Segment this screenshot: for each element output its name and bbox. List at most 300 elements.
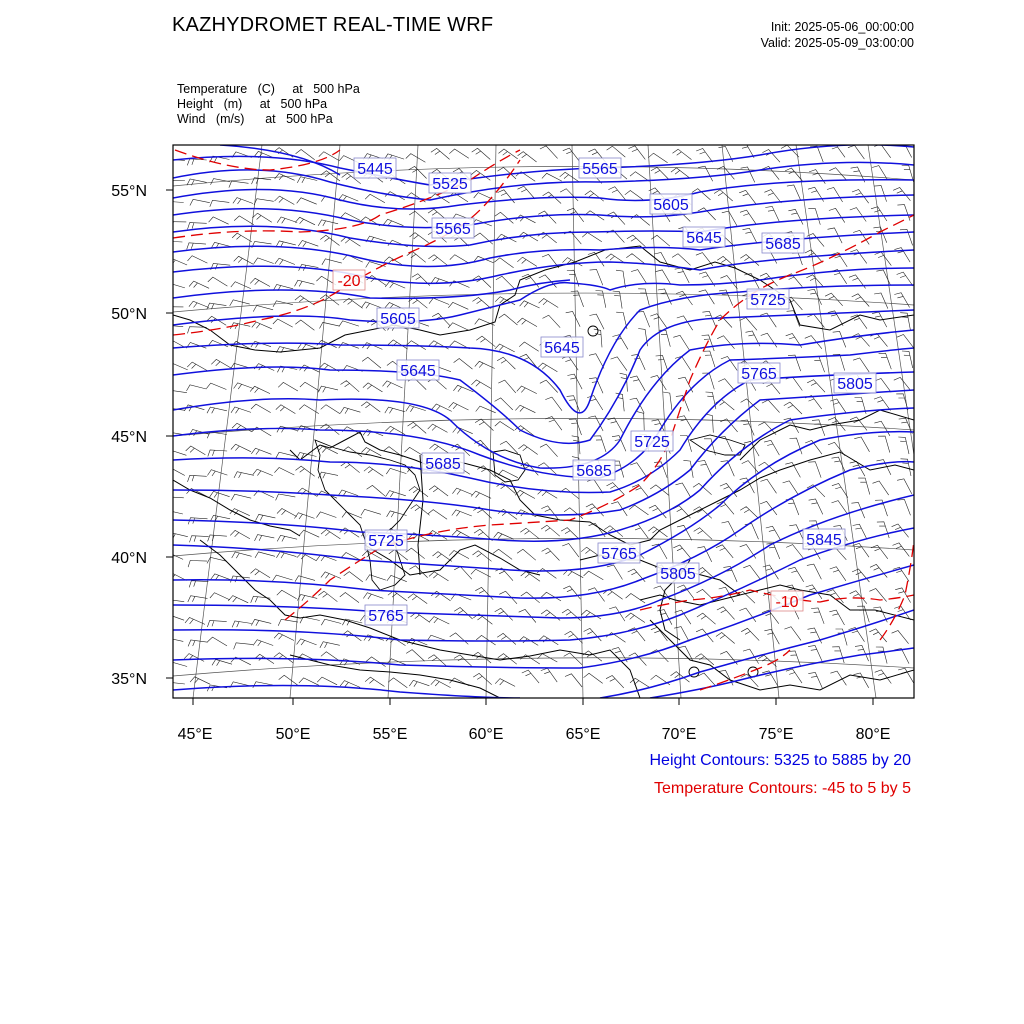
wind-barb	[656, 356, 669, 372]
wind-barb	[897, 205, 910, 221]
wind-barb	[363, 383, 383, 392]
height-label	[834, 373, 876, 393]
wind-barb	[515, 405, 535, 413]
wind-barb	[411, 505, 430, 516]
wind-barb	[473, 673, 492, 684]
wind-barb	[362, 302, 382, 308]
wind-barb	[562, 356, 578, 370]
wind-barb	[318, 472, 338, 478]
wind-barb	[251, 596, 271, 603]
wind-barb	[540, 380, 558, 392]
wind-barb	[454, 359, 473, 370]
wind-barb	[873, 481, 889, 495]
wind-barb	[498, 380, 516, 393]
wind-barb	[256, 514, 276, 520]
wind-barb	[448, 323, 468, 330]
wind-barb	[563, 148, 580, 162]
wind-barb	[616, 393, 625, 411]
height-label	[598, 543, 640, 563]
wind-barb	[409, 211, 428, 222]
height-label	[365, 530, 407, 550]
wind-barb	[388, 678, 407, 688]
longitude-gridlines	[193, 145, 950, 698]
wind-barb	[741, 628, 759, 640]
wind-barb	[321, 530, 340, 539]
height-label	[573, 460, 615, 480]
wind-barb	[208, 450, 227, 457]
wind-barb	[740, 507, 758, 519]
wind-barb	[252, 322, 272, 329]
wind-barb	[453, 427, 473, 434]
wind-barb	[210, 200, 230, 207]
wind-barb	[655, 270, 671, 285]
svg-text:5845: 5845	[806, 532, 842, 549]
wind-barb	[672, 254, 690, 266]
wind-barb	[165, 497, 184, 504]
wind-barb	[517, 318, 537, 327]
wind-barb	[190, 536, 209, 543]
wind-barb	[631, 270, 647, 284]
wind-barb	[208, 277, 228, 286]
wind-barb	[608, 418, 623, 433]
wind-barb	[898, 437, 909, 454]
wind-barb	[449, 403, 469, 411]
wind-barb	[515, 490, 535, 498]
wind-barb	[410, 233, 429, 243]
latitude-labels	[111, 183, 147, 688]
wind-barb	[678, 646, 693, 661]
wind-barb	[694, 528, 712, 540]
wind-barb	[279, 675, 298, 685]
wind-barb	[231, 494, 251, 500]
wind-barb	[632, 485, 649, 498]
wind-barb	[696, 149, 713, 163]
wind-barb	[251, 448, 271, 454]
wind-barb	[698, 460, 712, 476]
wind-barb	[344, 572, 363, 582]
wind-barb	[207, 470, 227, 476]
wind-barb	[628, 146, 645, 160]
wind-barb	[254, 199, 274, 205]
svg-text:5525: 5525	[432, 176, 468, 193]
wind-barb	[277, 590, 297, 598]
wind-barb	[648, 153, 667, 163]
wind-barb	[255, 535, 275, 541]
wind-barb	[431, 680, 451, 688]
wind-barb	[255, 552, 275, 558]
wind-barb	[562, 544, 579, 558]
wind-barb	[808, 209, 820, 225]
wind-barb	[607, 146, 626, 157]
wind-barb	[429, 572, 449, 581]
wind-barb	[663, 392, 672, 410]
wind-barb	[607, 212, 625, 225]
wind-barb	[430, 444, 450, 453]
wind-barb	[231, 341, 251, 349]
wind-barb	[499, 314, 518, 325]
wind-barb	[566, 312, 580, 327]
wind-barb	[716, 399, 735, 410]
wind-barb	[869, 629, 886, 642]
wind-barb	[251, 569, 271, 578]
wind-barb	[808, 462, 821, 478]
svg-text:5805: 5805	[837, 376, 873, 393]
wind-barb	[808, 673, 822, 689]
wind-barb	[892, 631, 909, 644]
wind-barb	[637, 412, 644, 431]
wind-barb	[811, 608, 824, 624]
wind-barb	[625, 191, 644, 201]
wind-barb	[495, 398, 513, 410]
wind-barb	[207, 637, 227, 646]
wind-barb	[894, 377, 911, 390]
longitude-labels	[178, 726, 891, 743]
wind-barb	[207, 407, 227, 413]
wind-barb	[341, 381, 360, 392]
valid-time: Valid: 2025-05-09_03:00:00	[760, 36, 914, 50]
init-time: Init: 2025-05-06_00:00:00	[770, 20, 914, 34]
svg-text:5765: 5765	[601, 546, 637, 563]
field-wind: Wind (m/s) at 500 hPa	[177, 112, 333, 126]
wind-barb	[854, 437, 869, 452]
wind-barb	[318, 591, 337, 602]
height-label	[657, 563, 699, 583]
wind-barb	[231, 444, 251, 452]
wind-barb	[560, 488, 579, 499]
wind-barb	[386, 491, 406, 497]
wind-barb	[569, 419, 582, 435]
wind-barb	[540, 444, 558, 457]
wind-barb	[383, 381, 403, 388]
wind-barb	[232, 233, 252, 242]
wind-barb	[168, 533, 188, 539]
wind-barb	[870, 333, 887, 346]
wind-barb	[497, 357, 515, 369]
wind-barb	[680, 436, 692, 452]
wind-barb	[361, 509, 381, 515]
height-label	[579, 158, 621, 178]
wind-barb	[320, 322, 340, 328]
wind-barb	[210, 491, 230, 497]
height-label	[429, 173, 471, 193]
wind-barb	[231, 282, 251, 289]
wind-barb	[739, 190, 756, 204]
lat-label: 35°N	[111, 671, 147, 688]
wind-barb	[295, 217, 315, 225]
wind-barb	[764, 190, 781, 203]
wind-barb	[590, 269, 603, 285]
wind-barb	[743, 565, 760, 579]
wind-barb	[297, 488, 317, 496]
wind-barb	[189, 581, 208, 588]
svg-text:5725: 5725	[634, 434, 670, 451]
wind-barb	[362, 357, 381, 368]
wind-barb	[874, 144, 891, 158]
wind-barb	[786, 669, 802, 683]
wind-barb	[473, 298, 492, 309]
wind-barb	[608, 187, 625, 200]
wind-barb	[612, 335, 628, 350]
wind-barb	[716, 633, 735, 644]
wind-barb	[189, 281, 209, 288]
wind-barb	[626, 594, 646, 604]
temperature-label	[333, 270, 365, 290]
wind-barb	[542, 548, 560, 560]
wind-barb	[494, 258, 513, 268]
wind-barb	[253, 640, 273, 646]
wind-barb	[273, 575, 293, 581]
height-label	[738, 363, 780, 383]
wind-barb	[298, 241, 318, 247]
svg-text:-10: -10	[775, 594, 799, 611]
wind-barb	[587, 479, 603, 493]
wind-barb	[560, 189, 578, 201]
wind-barb	[475, 587, 493, 599]
wind-barb	[673, 149, 692, 159]
wind-barb	[296, 466, 315, 476]
wind-barb	[788, 567, 804, 582]
wind-barb	[517, 257, 537, 266]
wind-barb	[540, 146, 558, 159]
wind-barb	[897, 335, 914, 349]
wind-barb	[409, 566, 427, 578]
wind-barb	[296, 150, 315, 160]
svg-text:5565: 5565	[435, 221, 471, 238]
wind-barb	[365, 677, 384, 686]
wind-barb	[321, 405, 341, 414]
svg-text:-20: -20	[337, 273, 361, 290]
wind-barb	[208, 535, 227, 542]
wind-barb	[229, 181, 249, 188]
wind-barb	[274, 468, 294, 476]
wind-barb	[894, 293, 909, 308]
wind-barb	[343, 447, 362, 457]
wind-barb	[234, 256, 254, 264]
wind-barb	[812, 356, 825, 372]
wind-barb	[561, 528, 579, 540]
wind-barb	[165, 682, 185, 688]
wind-barb	[850, 250, 867, 264]
wind-barb	[827, 590, 844, 603]
wind-barb	[673, 545, 690, 558]
wind-barb	[497, 633, 516, 644]
field-temperature: Temperature (C) at 500 hPa	[177, 82, 360, 96]
wind-barb	[277, 509, 297, 517]
wind-barb	[452, 510, 472, 516]
wind-barb	[807, 289, 821, 304]
wind-barb	[588, 588, 605, 602]
wind-barb	[786, 545, 803, 558]
wind-barb	[167, 662, 187, 668]
wind-barb	[297, 198, 317, 204]
wind-barb	[675, 356, 691, 370]
wind-barb	[253, 306, 273, 312]
svg-text:5765: 5765	[741, 366, 777, 383]
wind-barb	[495, 608, 513, 620]
lon-label: 60°E	[468, 726, 504, 743]
wind-barb	[340, 593, 359, 603]
wind-barb	[188, 596, 208, 602]
wind-barb	[630, 463, 646, 477]
wind-barb	[697, 613, 716, 624]
height-label	[432, 218, 474, 238]
wind-barb	[519, 609, 536, 622]
wind-barb	[783, 481, 799, 495]
wind-barb	[471, 491, 491, 498]
wind-barb	[408, 594, 427, 604]
height-label	[650, 194, 692, 214]
wind-barb	[210, 593, 230, 600]
wind-barb	[167, 390, 187, 397]
wind-barb	[740, 545, 756, 559]
wind-barb	[274, 633, 294, 641]
wind-barb	[761, 333, 777, 347]
lat-label: 40°N	[111, 550, 147, 567]
wind-barb	[322, 259, 342, 265]
wind-barb	[254, 258, 274, 264]
wind-barb	[541, 592, 561, 601]
wind-barb	[251, 619, 271, 625]
wind-barb	[698, 673, 716, 686]
wind-barb	[365, 194, 385, 202]
lon-label: 65°E	[565, 726, 601, 743]
wind-barb	[616, 270, 626, 288]
wind-barb	[743, 228, 758, 243]
wind-barb	[520, 528, 539, 539]
wind-barb	[320, 642, 340, 648]
lon-label: 80°E	[855, 726, 891, 743]
wind-barb	[318, 220, 338, 226]
wind-barb	[364, 467, 383, 477]
height-label	[803, 529, 845, 549]
lat-label: 45°N	[111, 429, 147, 446]
wind-barb	[677, 416, 692, 431]
wind-barb	[429, 617, 449, 624]
wind-barb	[902, 351, 913, 368]
wind-barb	[808, 646, 822, 662]
wind-barb	[741, 420, 755, 436]
wind-barb	[675, 268, 690, 283]
wind-barb	[295, 296, 315, 306]
wind-barb	[582, 233, 602, 242]
wind-barb	[406, 548, 425, 559]
wind-barb	[638, 329, 647, 347]
wind-barb	[788, 651, 801, 667]
wind-barb	[276, 405, 296, 414]
wind-barb	[168, 363, 188, 370]
wind-barb	[188, 561, 207, 568]
svg-text:5645: 5645	[400, 363, 436, 380]
wind-barb	[611, 357, 627, 371]
wind-barb	[673, 335, 689, 349]
wind-barb	[542, 173, 562, 181]
wind-barb	[273, 319, 293, 327]
wind-barb	[187, 362, 207, 370]
height-label	[683, 227, 725, 247]
wind-barb	[897, 479, 912, 494]
wind-barb	[703, 351, 715, 367]
wind-barb	[406, 154, 426, 163]
wind-barb	[234, 216, 254, 225]
wind-barb	[894, 606, 910, 620]
wind-barb	[851, 315, 867, 329]
wind-barb	[537, 569, 556, 579]
wind-barb	[164, 201, 183, 208]
wind-barb	[317, 677, 337, 685]
wind-barb	[320, 235, 339, 245]
wind-barb	[875, 379, 892, 393]
wind-barb	[409, 298, 428, 309]
wind-barb	[361, 402, 380, 412]
svg-text:5805: 5805	[660, 566, 696, 583]
wind-barb	[565, 674, 582, 687]
svg-text:5685: 5685	[425, 456, 461, 473]
wind-barb	[234, 383, 254, 389]
height-contours	[173, 145, 914, 698]
wind-barb	[541, 668, 557, 682]
wind-barb	[827, 188, 843, 203]
wind-barb	[784, 627, 801, 641]
wind-barb	[388, 340, 408, 349]
wind-barb	[275, 196, 295, 204]
wind-barb	[299, 678, 319, 685]
wind-barb	[431, 148, 450, 159]
wind-barb	[188, 475, 207, 482]
height-label	[397, 360, 439, 380]
axis-ticks	[166, 190, 873, 705]
wind-barb	[406, 650, 424, 662]
wind-barb	[166, 450, 186, 456]
svg-text:5685: 5685	[576, 463, 612, 480]
wind-barb	[428, 510, 447, 520]
wind-barb	[584, 673, 603, 683]
wind-barb	[476, 635, 495, 645]
wind-barb	[499, 149, 518, 159]
temperature-contour-legend: Temperature Contours: -45 to 5 by 5	[653, 780, 911, 797]
wind-barb	[630, 376, 645, 391]
wind-barb	[454, 567, 472, 580]
wind-barb	[494, 532, 514, 539]
field-height: Height (m) at 500 hPa	[177, 97, 328, 111]
wind-barb	[716, 545, 733, 558]
wind-barb	[211, 359, 231, 368]
wind-barb	[606, 676, 624, 688]
wind-barb	[209, 217, 229, 224]
wind-barb	[520, 301, 540, 308]
wind-barb	[409, 680, 429, 686]
wind-barb	[164, 615, 184, 621]
wind-barb	[207, 620, 226, 627]
wind-barb	[230, 300, 250, 306]
height-label	[762, 233, 804, 253]
wind-barb	[829, 610, 844, 625]
wind-barb	[541, 525, 560, 536]
wind-barb	[850, 417, 867, 430]
wind-barb	[212, 659, 232, 665]
svg-text:5645: 5645	[544, 340, 580, 357]
wind-barb	[299, 530, 319, 537]
wind-barb	[476, 406, 496, 413]
wind-barb	[386, 468, 406, 474]
wind-barb	[830, 567, 846, 581]
svg-text:5645: 5645	[686, 230, 722, 247]
wind-barb	[429, 341, 449, 349]
wind-barb	[628, 569, 646, 582]
wind-barb	[429, 486, 448, 496]
wind-barb	[454, 655, 472, 667]
wind-barb	[852, 294, 870, 307]
wind-barb	[589, 378, 603, 394]
